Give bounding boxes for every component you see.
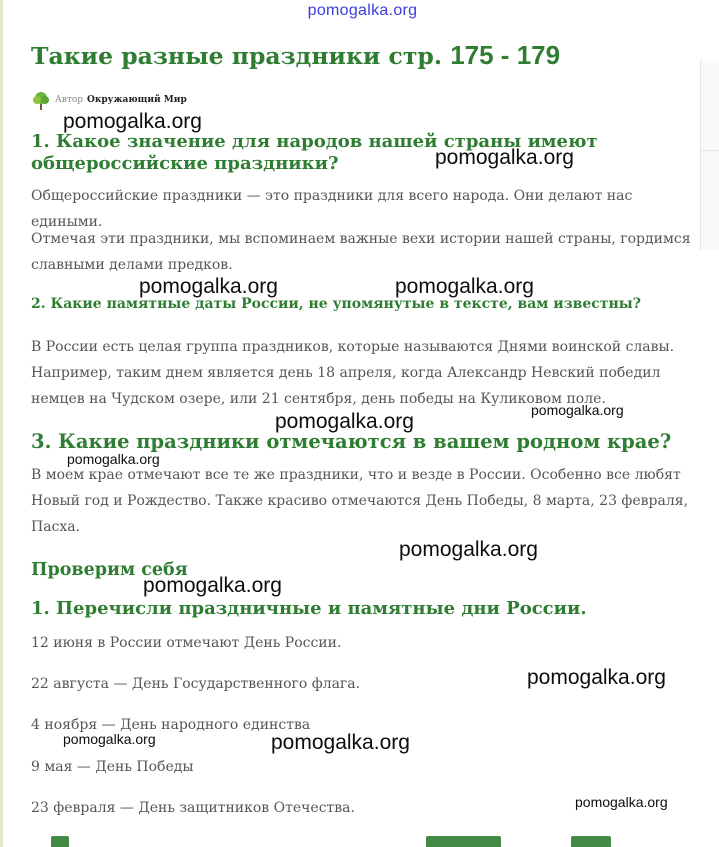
watermark: pomogalka.org [527, 666, 666, 689]
check-yourself-heading: Проверим себя [31, 560, 188, 580]
watermark: pomogalka.org [67, 451, 160, 467]
author-line [31, 90, 187, 110]
author-prefix: Автор [55, 95, 84, 105]
watermark: pomogalka.org [575, 794, 668, 810]
question-3-heading: 3. Какие праздники отмечаются в вашем родном крае? [31, 430, 672, 453]
title-text: Такие разные праздники стр. [31, 42, 443, 70]
holiday-item: 4 ноября — День народного единства [31, 717, 311, 733]
holiday-item: 9 мая — День Победы [31, 759, 194, 775]
watermark: pomogalka.org [139, 275, 278, 298]
title-pages: 175 - 179 [450, 40, 561, 70]
watermark: pomogalka.org [435, 146, 574, 169]
watermark: pomogalka.org [63, 731, 156, 747]
holiday-item: 23 февраля — День защитников Отечества. [31, 800, 355, 816]
holiday-item: 22 августа — День Государственного флага. [31, 676, 361, 692]
watermark: pomogalka.org [531, 402, 624, 418]
holiday-item: 12 июня в России отмечают День России. [31, 635, 342, 651]
right-sidebar-edge [700, 60, 719, 250]
question-2-heading: 2. Какие памятные даты России, не упомянутые в тексте, вам известны? [31, 296, 641, 312]
q1-paragraph-1: Общероссийские праздники — это праздники для всего народа. Они делают нас едиными. [31, 188, 633, 230]
page-title [31, 40, 560, 71]
tree-icon [31, 90, 51, 110]
question-1-heading: 1. Какое значение для народов нашей страны имеют общероссийские праздники? [31, 131, 598, 174]
watermark: pomogalka.org [63, 110, 202, 133]
watermark: pomogalka.org [143, 574, 282, 597]
q2-paragraph-1: В России есть целая группа праздников, которые называются Днями воинской славы. Например, таким днем является день 18 апреля, когда Александр Невский победил немцев на Чудском озере, или 21 сентября, день победы на Куликовом поле. [31, 339, 675, 407]
q3-paragraph-1: В моем крае отмечают все те же праздники, что и везде в России. Особенно все любят Новый год и Рождество. Также красиво отмечаются День Победы, 8 марта, 23 февраля, Пасха. [31, 467, 689, 535]
watermark: pomogalka.org [271, 731, 410, 754]
check-question-1-heading: 1. Перечисли праздничные и памятные дни России. [31, 598, 587, 619]
watermark: pomogalka.org [275, 410, 414, 433]
watermark: pomogalka.org [399, 538, 538, 561]
next-heading-cutoff [31, 836, 711, 847]
q1-paragraph-2: Отмечая эти праздники, мы вспоминаем важные вехи истории нашей страны, гордимся славными делами предков. [31, 231, 691, 273]
watermark: pomogalka.org [395, 275, 534, 298]
author-name[interactable]: Окружающий Мир [87, 95, 187, 105]
top-watermark[interactable]: pomogalka.org [307, 2, 418, 19]
